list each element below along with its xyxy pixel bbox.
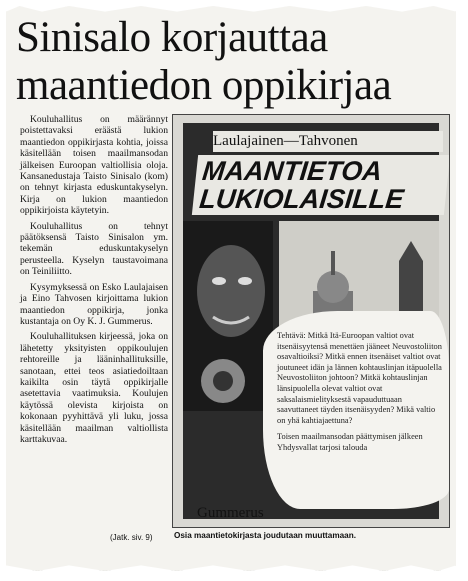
cover-authors: Laulajainen—Tahvonen — [213, 131, 443, 152]
photo-caption: Osia maantietokirjasta joudutaan muuttamaan. — [174, 531, 356, 540]
cover-title: MAANTIETOA LUKIOLAISILLE — [192, 155, 450, 215]
continuation-note: (Jatk. siv. 9) — [110, 533, 153, 542]
headline: Sinisalo korjauttaa maantiedon oppikirjaa — [16, 14, 392, 109]
cover-face-illustration — [183, 221, 273, 411]
overlay-paragraph: Toisen maailmansodan päättymisen jälkeen Yhdysvallat tarjosi talouda — [277, 432, 423, 452]
overlay-paragraph: Tehtävä: Mitkä Itä-Euroopan valtiot ovat itsenäisyytensä menettäen jääneet Neuvostoliiton osavaltioiksi? Mitkä ennen itsenäiset valtiot ovat joutuneet idän ja lännen kohtauslinjan itäpuolella Neuvostoliiton johtoon? Mitkä kohtauslinjan länsipuolella olevat valtiot ovat saksalaismielityksestä vapauduttuaan saavuttaneet täyden itsenäisyyden? Mikä valtio on yhä kahtiajaettuna? — [277, 331, 442, 425]
article-body — [20, 114, 168, 449]
overlay-page-text — [277, 331, 445, 460]
paragraph: Kouluhallitus on määrännyt poistettavaksi eräästä lukion maantiedon oppikirjasta kohtia, joissa käsitellään toisen maailmansodan jälkeisen Euroopan valtiollisia oloja. Kansanedustaja Taisto Sinisalo (kom) on tehnyt kirjasta eduskuntakyselyn. Kirja on lukion maantiedon oppikirjoista käytetyin. — [20, 114, 168, 217]
book-photo — [172, 114, 450, 528]
paragraph: Kouluhallituksen kirjeessä, joka on lähetetty yksityisten oppikoulujen rehtoreille ja lääninhallituksille, sanotaan, ettei teos asiatiedoiltaan kaikilta osin täytä oppikirjalle asetettavia vaatimuksia. Koulujen käytössä olevista kirjoista on kokonaan pyyhittävä yli luku, jossa käsitellään maailman valtiollista karttakuvaa. — [20, 331, 168, 445]
paragraph: Kouluhallitus on tehnyt päätöksensä Taisto Sinisalon ym. tekemän eduskuntakyselyn perusteella. Kyselyn taustavoimana on Teiniliitto. — [20, 220, 168, 278]
face-illustration-icon — [183, 221, 273, 411]
cover-publisher: Gummerus — [197, 505, 264, 521]
paragraph: Kysymyksessä on Esko Laulajaisen ja Eino Tahvosen kirjoittama lukion maantiedon oppikirja, jonka kustantaja on Oy K. J. Gummerus. — [20, 281, 168, 327]
